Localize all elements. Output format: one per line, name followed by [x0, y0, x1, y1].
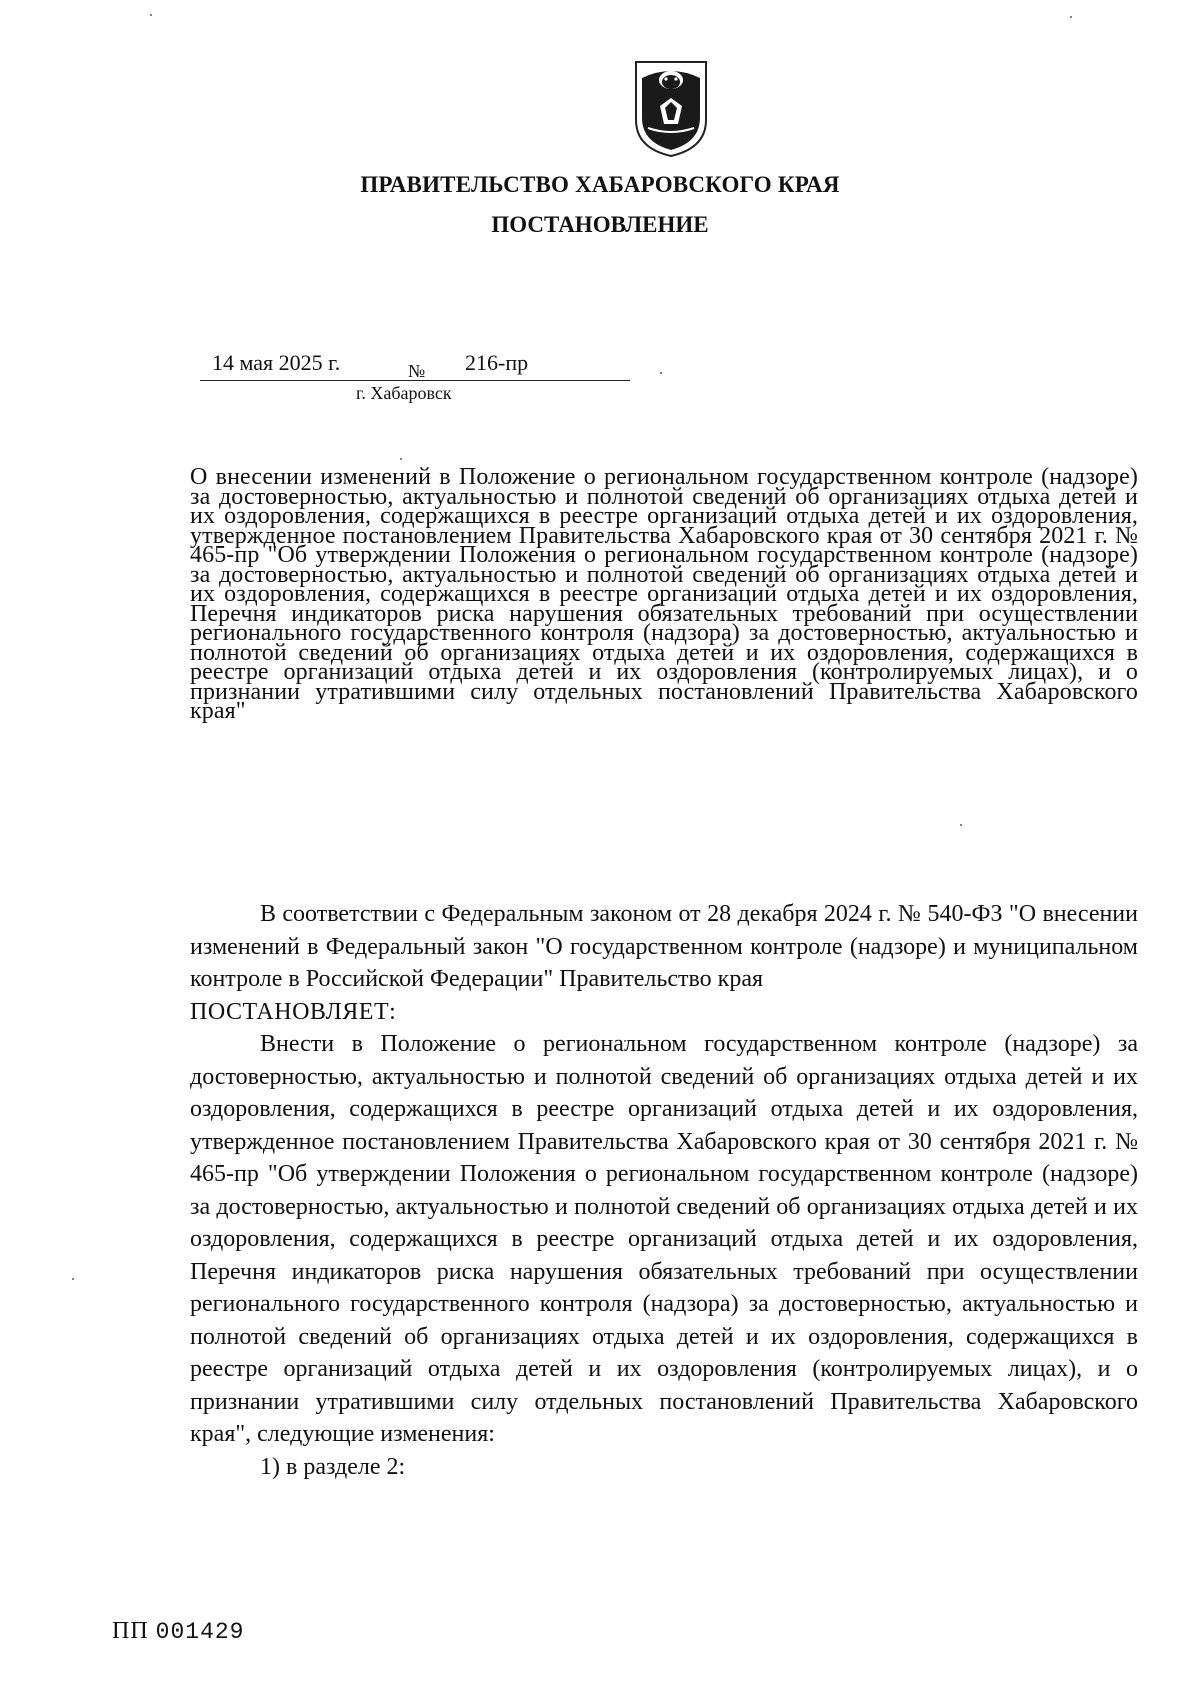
- document-number: 216-пр: [465, 350, 529, 375]
- scan-speck: [960, 824, 962, 826]
- number-sign: №: [408, 361, 426, 381]
- scan-speck: [1070, 16, 1072, 18]
- scan-speck: [72, 1278, 74, 1280]
- khabarovsk-coat-of-arms-icon: [630, 58, 712, 158]
- document-city: г. Хабаровск: [356, 383, 452, 403]
- main-paragraph: Внести в Положение о региональном государственном контроле (надзоре) за достоверностью, актуальностью и полнотой сведений об организациях отдыха детей и их оздоровления, содержащихся в реестре организаций отдыха детей и их оздоровления, утвержденное постановлением Правительства Хабаровского края от 30 сентября 2021 г. № 465-пр "Об утверждении Положения о региональном государственном контроле (надзоре) за достоверностью, актуальностью и полнотой сведений об организациях отдыха детей и их оздоровления, содержащихся в реестре организаций отдыха детей и их оздоровления, Перечня индикаторов риска нарушения обязательных требований при осуществлении регионального государственного контроля (надзора) за достоверностью, актуальностью и полнотой сведений об организациях отдыха детей и их оздоровления, содержащихся в реестре организаций отдыха детей и их оздоровления (контролируемых лицах), и о признании утратившими силу отдельных постановлений Правительства Хабаровского края", следующие изменения:: [190, 1031, 1138, 1447]
- decree-word: ПОСТАНОВЛЯЕТ:: [190, 998, 397, 1025]
- document-subject: О внесении изменений в Положение о региональном государственном контроле (надзоре) за достоверностью, актуальностью и полнотой сведений об организациях отдыха детей и их оздоровления, содержащихся в реестре организаций отдыха детей и их оздоровления, утвержденное постановлением Правительства Хабаровского края от 30 сентября 2021 г. № 465-пр "Об утверждении Положения о региональном государственном контроле (надзоре) за достоверностью, актуальностью и полнотой сведений об организациях отдыха детей и их оздоровления, содержащихся в реестре организаций отдыха детей и их оздоровления, Перечня индикаторов риска нарушения обязательных требований при осуществлении регионального государственного контроля (надзора) за достоверностью, актуальностью и полнотой сведений об организациях отдыха детей и их оздоровления, содержащихся в реестре организаций отдыха детей и их оздоровления (контролируемых лицах), и о признании утратившими силу отдельных постановлений Правительства Хабаровского края": [190, 464, 1138, 724]
- preamble-paragraph: В соответствии с Федеральным законом от 28 декабря 2024 г. № 540-ФЗ "О внесении изменений в Федеральный закон "О государственном контроле (надзоре) и муниципальном контроле в Российской Федерации" Правительство края: [190, 901, 1138, 992]
- document-body: [190, 898, 1138, 1483]
- serial-prefix: ПП: [112, 1618, 149, 1644]
- form-serial-number: [112, 1618, 245, 1645]
- serial-digits: 001429: [155, 1619, 245, 1645]
- organization-title: ПРАВИТЕЛЬСТВО ХАБАРОВСКОГО КРАЯ: [360, 172, 840, 197]
- document-type: ПОСТАНОВЛЕНИЕ: [491, 212, 709, 237]
- document-date: 14 мая 2025 г.: [212, 350, 341, 375]
- scan-speck: [660, 372, 662, 374]
- list-item: 1) в разделе 2:: [260, 1453, 406, 1480]
- scan-speck: [400, 458, 402, 460]
- scan-speck: [150, 14, 152, 16]
- date-number-line: [200, 346, 630, 381]
